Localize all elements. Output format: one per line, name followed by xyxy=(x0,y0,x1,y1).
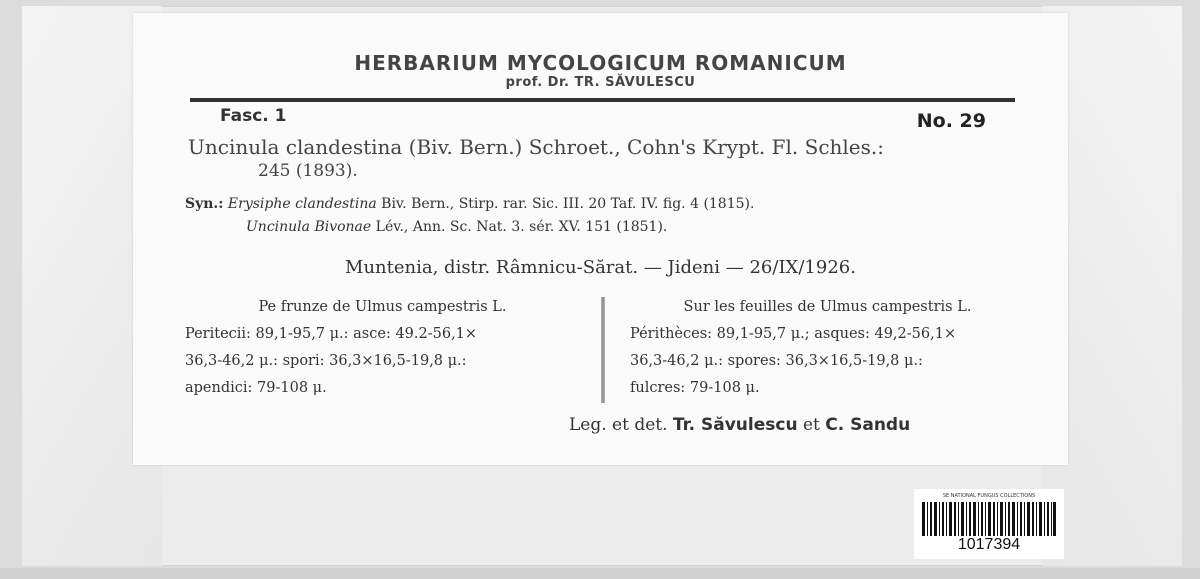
description-romanian xyxy=(185,294,580,402)
specimen-label xyxy=(133,13,1068,465)
collector-prefix: Leg. et det. xyxy=(569,415,673,435)
collector-line xyxy=(569,415,910,435)
synonym-2-ref: Lév., Ann. Sc. Nat. 3. sér. XV. 151 (1851). xyxy=(371,219,668,235)
institution-subtitle: prof. Dr. TR. SĂVULESCU xyxy=(505,75,696,90)
specimen-number: No. 29 xyxy=(916,110,986,132)
taxon-name xyxy=(188,135,884,159)
next-packet-edge xyxy=(0,568,1200,579)
taxon-authority: (Biv. Bern.) Schroet., Cohn's Krypt. Fl. Schles.: xyxy=(402,135,884,159)
synonym-1-name: Erysiphe clandestina xyxy=(227,196,377,212)
desc-ro-line-2: 36,3-46,2 μ.: spori: 36,3×16,5-19,8 μ.: xyxy=(185,353,467,369)
taxon-citation: 245 (1893). xyxy=(258,161,358,181)
desc-ro-line-3: apendici: 79-108 μ. xyxy=(185,380,327,396)
synonym-label: Syn.: xyxy=(185,196,224,212)
synonym-line-2 xyxy=(246,219,667,235)
synonym-2-name: Uncinula Bivonae xyxy=(246,219,372,235)
barcode-icon xyxy=(922,502,1056,536)
locality: Muntenia, distr. Râmnicu-Sărat. — Jideni — 26/IX/1926. xyxy=(345,257,856,278)
desc-fr-line-1: Périthèces: 89,1-95,7 μ.; asques: 49,2-56,1× xyxy=(630,326,957,342)
collector-name-1: Tr. Săvulescu xyxy=(672,415,798,435)
desc-fr-line-3: fulcres: 79-108 μ. xyxy=(630,380,760,396)
fascicle-number: Fasc. 1 xyxy=(220,106,287,126)
barcode-label xyxy=(914,489,1064,559)
desc-ro-line-1: Peritecii: 89,1-95,7 μ.: asce: 49.2-56,1× xyxy=(185,326,478,342)
synonym-1-ref: Biv. Bern., Stirp. rar. Sic. III. 20 Taf. IV. fig. 4 (1815). xyxy=(376,196,755,212)
collector-name-2: C. Sandu xyxy=(825,415,911,435)
host-ro: Pe frunze de Ulmus campestris L. xyxy=(258,299,507,315)
barcode-header: SE NATIONAL FUNGUS COLLECTIONS xyxy=(942,493,1036,499)
barcode-number: 1017394 xyxy=(957,536,1021,553)
institution-title: HERBARIUM MYCOLOGICUM ROMANICUM xyxy=(354,51,847,75)
column-divider xyxy=(601,297,605,403)
collector-conj: et xyxy=(797,415,826,435)
host-fr: Sur les feuilles de Ulmus campestris L. xyxy=(683,299,972,315)
desc-fr-line-2: 36,3-46,2 μ.: spores: 36,3×16,5-19,8 μ.: xyxy=(630,353,923,369)
description-french xyxy=(630,294,1025,402)
header-rule xyxy=(190,98,1015,102)
synonym-line-1 xyxy=(185,196,754,212)
taxon-binomial: Uncinula clandestina xyxy=(188,135,403,159)
